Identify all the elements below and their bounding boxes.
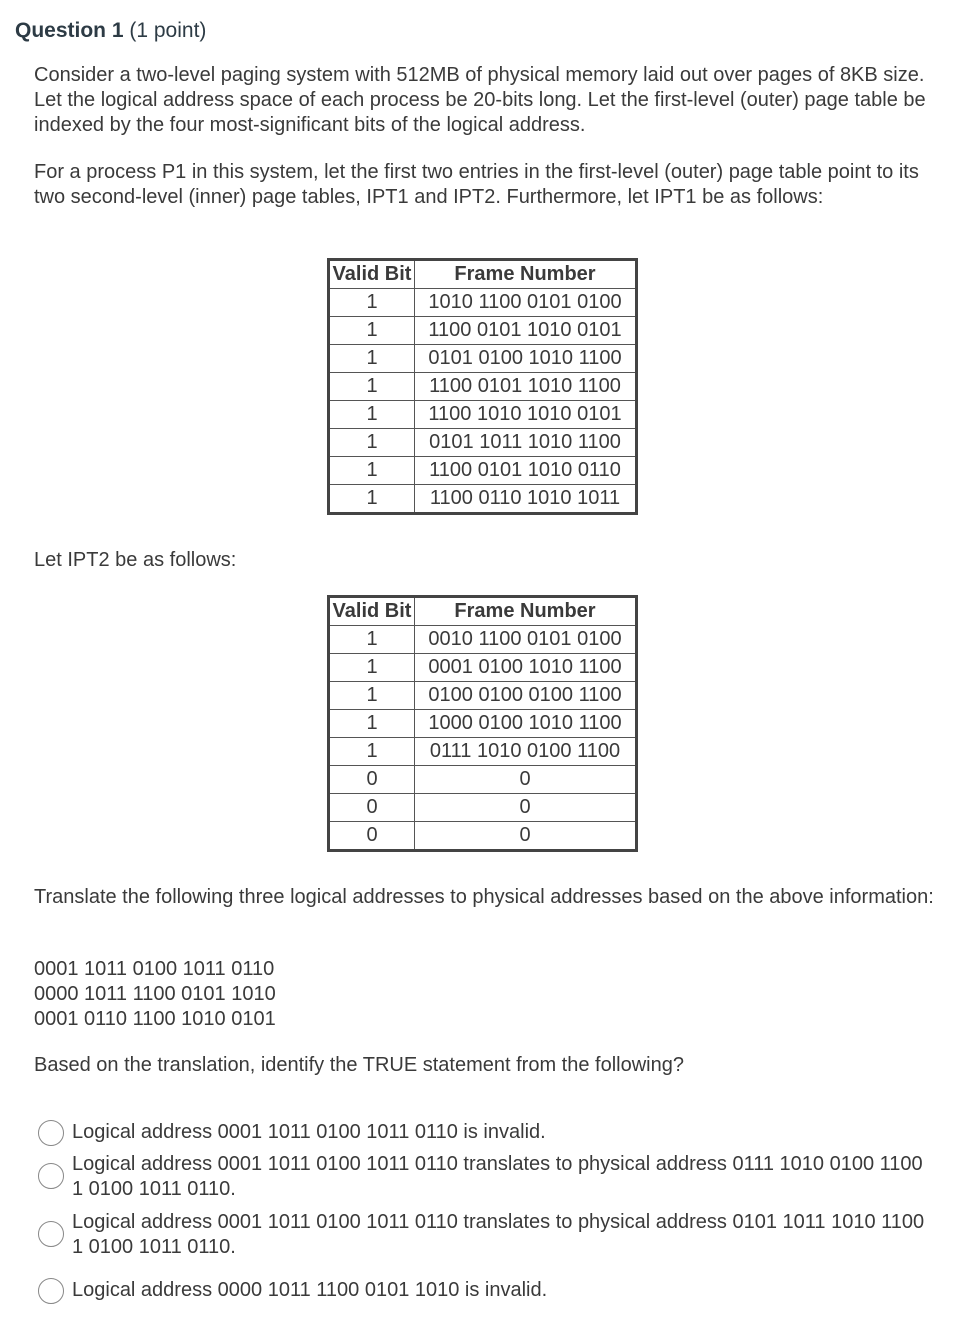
ipt2-header-frame-number: Frame Number <box>415 597 637 626</box>
radio-button[interactable] <box>38 1278 64 1304</box>
ipt2-header-row <box>329 597 637 626</box>
answer-option-label[interactable]: Logical address 0001 1011 0100 1011 0110 is invalid. <box>72 1121 546 1143</box>
radio-button[interactable] <box>38 1221 64 1247</box>
valid-bit-cell: 1 <box>329 626 415 654</box>
process-paragraph: For a process P1 in this system, let the first two entries in the first-level (outer) page table point to its two second-level (inner) page tables, IPT1 and IPT2. Furthermore, let IPT1 be as follows: <box>34 161 919 208</box>
valid-bit-cell: 1 <box>329 345 415 373</box>
ipt2-header-valid-bit: Valid Bit <box>329 597 415 626</box>
answer-option-label[interactable]: Logical address 0000 1011 1100 0101 1010 is invalid. <box>72 1279 548 1301</box>
frame-number-cell: 0010 1100 0101 0100 <box>415 626 637 654</box>
frame-number-cell: 1100 0110 1010 1011 <box>415 485 637 514</box>
question-header <box>15 19 206 43</box>
valid-bit-cell: 1 <box>329 654 415 682</box>
answer-option[interactable] <box>38 1152 938 1202</box>
table-row <box>329 429 637 457</box>
ipt2-table <box>327 595 638 852</box>
question-title: Question 1 <box>15 19 124 42</box>
frame-number-cell: 0101 0100 1010 1100 <box>415 345 637 373</box>
valid-bit-cell: 1 <box>329 738 415 766</box>
radio-button[interactable] <box>38 1120 64 1146</box>
frame-number-cell: 0111 1010 0100 1100 <box>415 738 637 766</box>
logical-address: 0001 0110 1100 1010 0101 <box>34 1008 276 1030</box>
table-row <box>329 654 637 682</box>
valid-bit-cell: 1 <box>329 485 415 514</box>
frame-number-cell: 0001 0100 1010 1100 <box>415 654 637 682</box>
answer-option[interactable] <box>38 1278 938 1303</box>
question-points: (1 point) <box>129 19 207 42</box>
table-row <box>329 401 637 429</box>
answer-option-label[interactable]: Logical address 0001 1011 0100 1011 0110 translates to physical address 0111 1010 0100 1100 1 0100 1011 0110. <box>72 1153 923 1200</box>
frame-number-cell: 1000 0100 1010 1100 <box>415 710 637 738</box>
valid-bit-cell: 1 <box>329 710 415 738</box>
table-row <box>329 626 637 654</box>
valid-bit-cell: 1 <box>329 289 415 317</box>
valid-bit-cell: 1 <box>329 429 415 457</box>
valid-bit-cell: 1 <box>329 682 415 710</box>
valid-bit-cell: 1 <box>329 317 415 345</box>
table-row <box>329 373 637 401</box>
ipt1-header-valid-bit: Valid Bit <box>329 260 415 289</box>
answer-option[interactable] <box>38 1120 938 1145</box>
frame-number-cell: 0 <box>415 766 637 794</box>
table-row <box>329 766 637 794</box>
frame-number-cell: 0101 1011 1010 1100 <box>415 429 637 457</box>
table-row <box>329 317 637 345</box>
table-row <box>329 822 637 851</box>
table-row <box>329 738 637 766</box>
frame-number-cell: 1100 0101 1010 0101 <box>415 317 637 345</box>
frame-number-cell: 1100 1010 1010 0101 <box>415 401 637 429</box>
valid-bit-cell: 0 <box>329 794 415 822</box>
ipt2-intro: Let IPT2 be as follows: <box>34 549 237 571</box>
logical-address: 0000 1011 1100 0101 1010 <box>34 983 276 1005</box>
answer-option[interactable] <box>38 1210 938 1260</box>
frame-number-cell: 0 <box>415 822 637 851</box>
table-row <box>329 710 637 738</box>
logical-address-list <box>34 957 276 1032</box>
translate-paragraph: Translate the following three logical addresses to physical addresses based on the above information: <box>34 886 934 908</box>
table-row <box>329 682 637 710</box>
logical-address: 0001 1011 0100 1011 0110 <box>34 958 275 980</box>
table-row <box>329 457 637 485</box>
answer-option-label[interactable]: Logical address 0001 1011 0100 1011 0110 translates to physical address 0101 1011 1010 1100 1 0100 1011 0110. <box>72 1211 925 1258</box>
valid-bit-cell: 0 <box>329 822 415 851</box>
frame-number-cell: 1100 0101 1010 0110 <box>415 457 637 485</box>
valid-bit-cell: 1 <box>329 401 415 429</box>
frame-number-cell: 0100 0100 0100 1100 <box>415 682 637 710</box>
valid-bit-cell: 0 <box>329 766 415 794</box>
table-row <box>329 485 637 514</box>
frame-number-cell: 0 <box>415 794 637 822</box>
ipt1-header-frame-number: Frame Number <box>415 260 637 289</box>
frame-number-cell: 1010 1100 0101 0100 <box>415 289 637 317</box>
intro-paragraph: Consider a two-level paging system with 512MB of physical memory laid out over pages of 8KB size. Let the logical address space of each process be 20-bits long. Let the first-level (outer) page table be indexed by the four most-significant bits of the logical address. <box>34 64 926 136</box>
ipt1-table <box>327 258 638 515</box>
answer-options <box>38 1120 938 1303</box>
valid-bit-cell: 1 <box>329 373 415 401</box>
prompt-paragraph: Based on the translation, identify the TRUE statement from the following? <box>34 1054 684 1076</box>
ipt1-header-row <box>329 260 637 289</box>
table-row <box>329 289 637 317</box>
table-row <box>329 794 637 822</box>
table-row <box>329 345 637 373</box>
valid-bit-cell: 1 <box>329 457 415 485</box>
frame-number-cell: 1100 0101 1010 1100 <box>415 373 637 401</box>
radio-button[interactable] <box>38 1163 64 1189</box>
